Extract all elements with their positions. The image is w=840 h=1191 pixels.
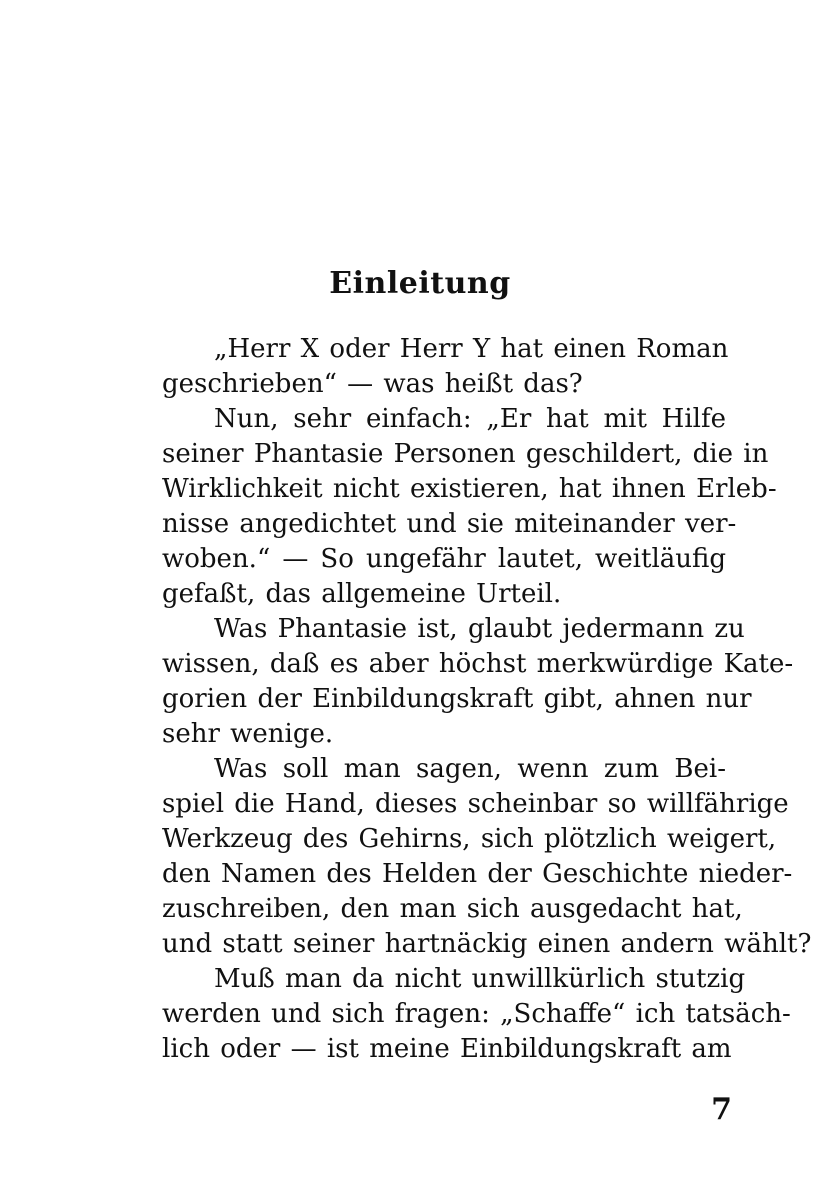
text-line: gefaßt, das allgemeine Urteil. <box>162 579 562 609</box>
text-line: „Herr X oder Herr Y hat einen Roman <box>214 334 729 364</box>
text-line: werden und sich fragen: „Schaffe“ ich tatsäch- <box>162 999 791 1029</box>
text-line: wissen, daß es aber höchst merkwürdige Kate- <box>162 649 794 679</box>
text-line: Werkzeug des Gehirns, sich plötzlich weigert, <box>162 824 777 854</box>
chapter-heading: Einleitung <box>329 266 511 301</box>
text-line: seiner Phantasie Personen geschildert, die in <box>162 439 769 469</box>
text-line: gorien der Einbildungskraft gibt, ahnen nur <box>162 684 752 714</box>
text-line: sehr wenige. <box>162 719 334 749</box>
text-line: und statt seiner hartnäckig einen andern wählt? <box>162 929 812 959</box>
text-line: nisse angedichtet und sie miteinander ver- <box>162 509 737 539</box>
text-line: Muß man da nicht unwillkürlich stutzig <box>214 964 746 994</box>
text-line: woben.“ — So ungefähr lautet, weitläufig <box>162 544 726 574</box>
page-number: 7 <box>711 1092 732 1127</box>
text-line: Nun, sehr einfach: „Er hat mit Hilfe <box>214 404 726 434</box>
text-line: Was Phantasie ist, glaubt jedermann zu <box>214 614 745 644</box>
text-line: zuschreiben, den man sich ausgedacht hat, <box>162 894 743 924</box>
text-line: geschrieben“ — was heißt das? <box>162 369 583 399</box>
text-line: spiel die Hand, dieses scheinbar so willfährige <box>162 789 789 819</box>
text-line: Wirklichkeit nicht existieren, hat ihnen Erleb- <box>162 474 777 504</box>
text-line: lich oder — ist meine Einbildungskraft am <box>162 1034 732 1064</box>
text-line: Was soll man sagen, wenn zum Bei- <box>214 754 726 784</box>
text-line: den Namen des Helden der Geschichte nieder- <box>162 859 793 889</box>
